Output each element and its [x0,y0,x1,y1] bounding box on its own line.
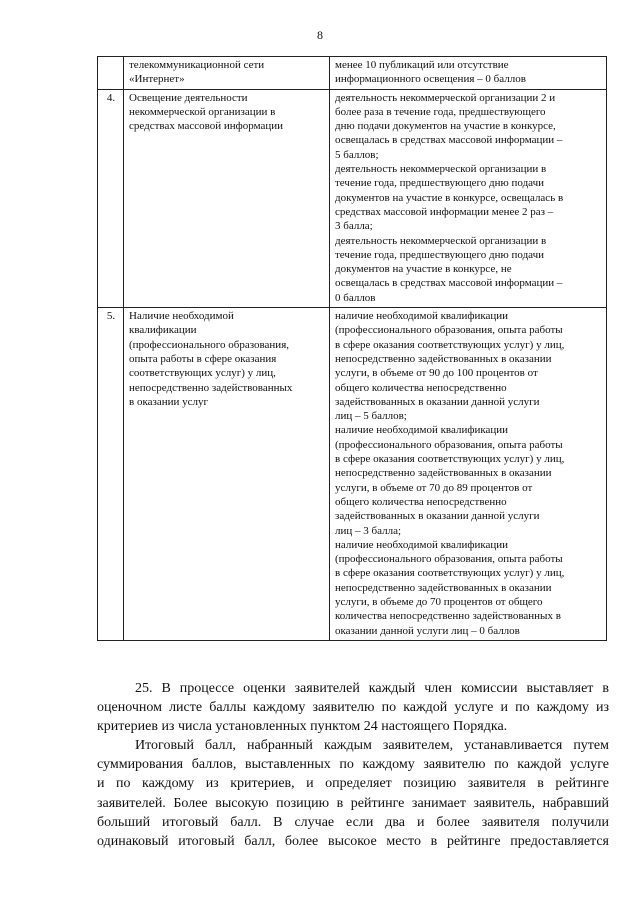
score-line: дню подачи документов на участие в конкурсе, [335,120,556,133]
score-line: в сфере оказания соответствующих услуг) у лиц, [335,453,565,466]
row-number: 4. [98,89,124,307]
score-line: документов на участие в конкурсе, не [335,263,512,276]
criteria-table [97,56,607,641]
score-line: общего количества непосредственно [335,495,507,508]
score-line: услуги, в объеме до 70 процентов от общего [335,595,543,608]
criterion-cell [124,57,330,90]
score-line: непосредственно задействованных в оказании [335,352,552,365]
score-line: оказании данной услуги лиц – 0 баллов [335,624,520,637]
score-line: документов на участие в конкурсе, освещалась в [335,191,564,204]
score-line: (профессионального образования, опыта работы [335,553,563,566]
paragraph-line: 25. В процессе оценки заявителей каждый член комиссии выставляет в [135,681,609,696]
row-number: 5. [98,308,124,641]
score-line: 0 баллов [335,291,376,304]
paragraph-25 [97,679,609,737]
table-row [98,57,607,90]
score-line: течение года, предшествующего дню подачи [335,177,545,190]
criterion-cell [124,89,330,307]
score-line: в сфере оказания соответствующих услуг) у лиц, [335,567,565,580]
score-line: лиц – 5 баллов; [335,410,407,423]
criterion-line: опыта работы в сфере оказания [129,352,277,365]
table-row [98,308,607,641]
score-line: более раза в течение года, предшествующего [335,105,546,118]
score-cell [330,57,607,90]
paragraph-line: и по каждому из критериев, и определяет позицию заявителя в рейтинге [97,776,609,792]
paragraph-line: одинаковый итоговый балл, более высокое место в рейтинге предоставляется [97,834,609,850]
score-line: количества непосредственно задействованных в [335,610,561,623]
score-line: освещалась в средствах массовой информации – [335,277,563,290]
score-line: средствах массовой информации менее 2 раз – [335,205,554,218]
criterion-line: Наличие необходимой [129,310,234,323]
score-line: 5 баллов; [335,148,379,161]
score-line: (профессионального образования, опыта работы [335,438,563,451]
page-number: 8 [317,28,323,42]
score-line: течение года, предшествующего дню подачи [335,248,545,261]
score-line: лиц – 3 балла; [335,524,402,537]
score-line: наличие необходимой квалификации [335,310,509,323]
criterion-line: в оказании услуг [129,395,209,408]
criterion-line: непосредственно задействованных [129,381,293,394]
score-line: задействованных в оказании данной услуги [335,510,540,523]
criterion-line: некоммерческой организации в [129,105,276,118]
paragraph-line: критериев из числа установленных пунктом 24 настоящего Порядка. [97,719,508,735]
score-line: освещалась в средствах массовой информации – [335,134,563,147]
criterion-line: телекоммуникационной сети [129,59,265,71]
paragraph-line: больший итоговый балл. В случае если два и более заявителя получили [97,814,609,830]
score-line: деятельность некоммерческой организации в [335,234,547,247]
score-line: 3 балла; [335,220,373,233]
paragraph-final-score [97,736,609,851]
paragraph-line: суммирования баллов, выставленных по каждому заявителю по каждой услуге [97,757,609,773]
score-line: наличие необходимой квалификации [335,424,509,437]
score-line: задействованных в оказании данной услуги [335,395,540,408]
table-row [98,89,607,307]
score-line: в сфере оказания соответствующих услуг) у лиц, [335,338,565,351]
score-line: деятельность некоммерческой организации в [335,163,547,176]
score-line: информационного освещения – 0 баллов [335,73,526,86]
criterion-cell [124,308,330,641]
criterion-line: соответствующих услуг) у лиц, [129,367,276,380]
criterion-line: квалификации [129,324,197,337]
score-line: деятельность некоммерческой организации 2 и [335,91,556,104]
criterion-line: (профессионального образования, [129,338,290,351]
score-line: наличие необходимой квалификации [335,538,509,551]
score-line: (профессионального образования, опыта работы [335,324,563,337]
criterion-line: средствах массовой информации [129,120,284,133]
row-number [98,57,124,90]
score-cell [330,89,607,307]
score-line: общего количества непосредственно [335,381,507,394]
score-line: менее 10 публикаций или отсутствие [335,59,509,71]
score-line: услуги, в объеме от 90 до 100 процентов от [335,367,538,380]
score-cell [330,308,607,641]
paragraph-line: оценочном листе баллы каждому заявителю по каждой услуге и по каждому из [97,700,609,716]
criterion-line: «Интернет» [129,73,185,86]
score-line: услуги, в объеме от 70 до 89 процентов от [335,481,533,494]
paragraph-line: Итоговый балл, набранный каждым заявителем, устанавливается путем [135,738,609,753]
score-line: непосредственно задействованных в оказании [335,581,552,594]
score-line: непосредственно задействованных в оказании [335,467,552,480]
criterion-line: Освещение деятельности [129,91,248,104]
paragraph-line: заявителей. Более высокую позицию в рейтинге занимает заявитель, набравший [97,795,609,811]
